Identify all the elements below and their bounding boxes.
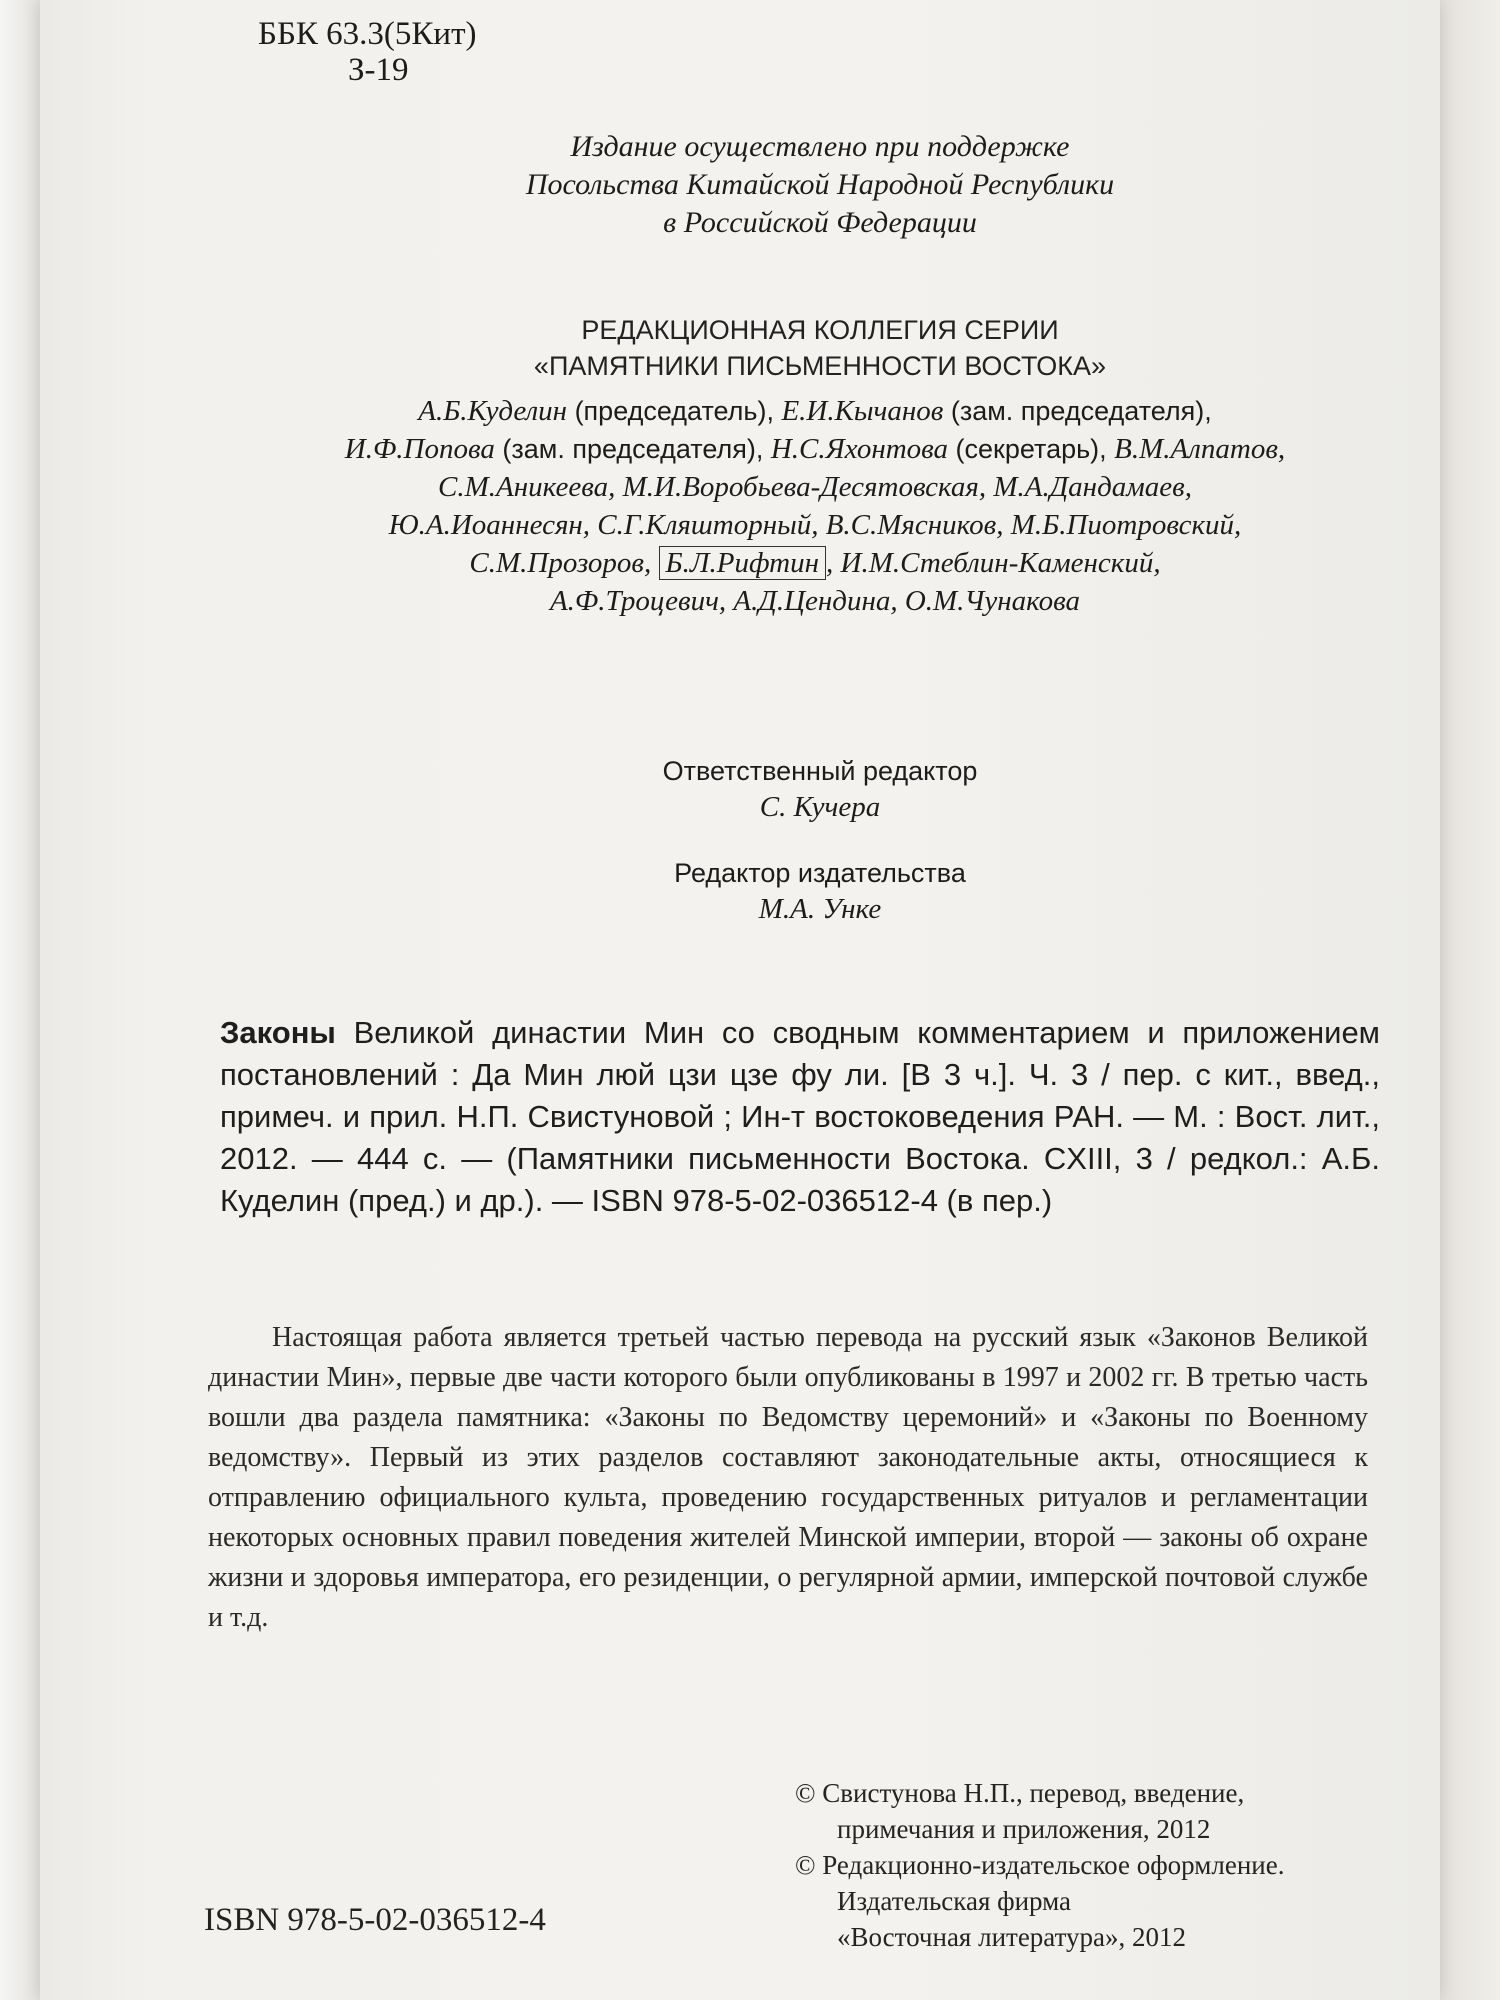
bibliographic-record (220, 1012, 1380, 1222)
support-note-line: Посольства Китайской Народной Республики (525, 168, 1115, 201)
board-title-line: РЕДАКЦИОННАЯ КОЛЛЕГИЯ СЕРИИ (581, 315, 1059, 345)
members-line (260, 392, 1370, 430)
copyright-line: © Редакционно-издательское оформление. (795, 1850, 1285, 1880)
adjacent-page-edge (0, 0, 40, 2000)
members-line (260, 430, 1370, 468)
author-mark: З-19 (348, 52, 409, 88)
isbn: ISBN 978-5-02-036512-4 (204, 1902, 546, 1938)
bbk-code: ББК 63.3(5Кит) (258, 16, 477, 52)
member-name: Н.С.Яхонтова (770, 433, 949, 465)
editorial-board-members (260, 392, 1370, 620)
members-line: Ю.А.Иоаннесян, С.Г.Кляшторный, В.С.Мясников, М.Б.Пиотровский, (388, 509, 1242, 541)
publisher-editor-name: М.А. Унке (758, 893, 882, 925)
support-note-line: Издание осуществлено при поддержке (570, 130, 1070, 163)
member-role: (председатель), (567, 396, 782, 426)
responsible-editor-name: С. Кучера (759, 791, 881, 823)
support-note-line: в Российской Федерации (663, 206, 977, 239)
copyright-line: примечания и приложения, 2012 (837, 1814, 1211, 1844)
member-name: В.М.Алпатов, (1114, 433, 1286, 465)
copyright-line: «Восточная литература», 2012 (837, 1922, 1187, 1952)
members-line: А.Ф.Троцевич, А.Д.Цендина, О.М.Чунакова (549, 585, 1081, 617)
bibliographic-title: Законы (220, 1015, 336, 1050)
book-page (40, 0, 1440, 2000)
copyright-block (795, 1775, 1355, 1955)
member-name: И.Ф.Попова (344, 433, 495, 465)
members-line: С.М.Аникеева, М.И.Воробьева-Десятовская, М.А.Дандамаев, (438, 471, 1192, 503)
member-role: (зам. председателя), (494, 434, 771, 464)
member-name: С.М.Прозоров, (469, 547, 659, 579)
member-role: (секретарь), (948, 434, 1115, 464)
publisher-editor-role: Редактор издательства (674, 858, 966, 888)
copyright-line: © Свистунова Н.П., перевод, введение, (795, 1778, 1245, 1808)
editorial-board-title (380, 312, 1260, 384)
member-name: Е.И.Кычанов (781, 395, 944, 427)
support-note (380, 128, 1260, 242)
responsible-editor-role: Ответственный редактор (662, 756, 978, 786)
board-title-line: «ПАМЯТНИКИ ПИСЬМЕННОСТИ ВОСТОКА» (533, 351, 1107, 381)
boxed-member-name: Б.Л.Рифтин (659, 546, 827, 580)
copyright-line: Издательская фирма (837, 1886, 1072, 1916)
member-role: (зам. председателя), (943, 396, 1212, 426)
abstract-paragraph: Настоящая работа является третьей частью перевода на русский язык «Законов Великой династии Мин», первые две части которого были опубликованы в 1997 и 2002 гг. В третью часть вошли два раздела памятника: «Законы по Ведомству церемоний» и «Законы по Военному ведомству». Первый из этих разделов составляют законодательные акты, относящиеся к отправлению официального культа, проведению государственных ритуалов и регламентации некоторых основных правил поведения жителей Минской империи, второй — законы об охране жизни и здоровья императора, его резиденции, о регулярной армии, имперской почтовой службе и т.д. (208, 1322, 1368, 1633)
members-line (260, 544, 1370, 582)
member-name: А.Б.Куделин (418, 395, 568, 427)
member-name: , И.М.Стеблин-Каменский, (826, 547, 1161, 579)
bibliographic-text: Великой династии Мин со сводным комментарием и приложением постановлений : Да Мин люй цзи цзе фу ли. [В 3 ч.]. Ч. 3 / пер. с кит., введ., примеч. и прил. Н.П. Свистуновой ; Ин-т востоковедения РАН. — М. : Вост. лит., 2012. — 444 с. — (Памятники письменности Востока. CXIII, 3 / редкол.: А.Б. Куделин (пред.) и др.). — ISBN 978-5-02-036512-4 (в пер.) (220, 1015, 1380, 1218)
